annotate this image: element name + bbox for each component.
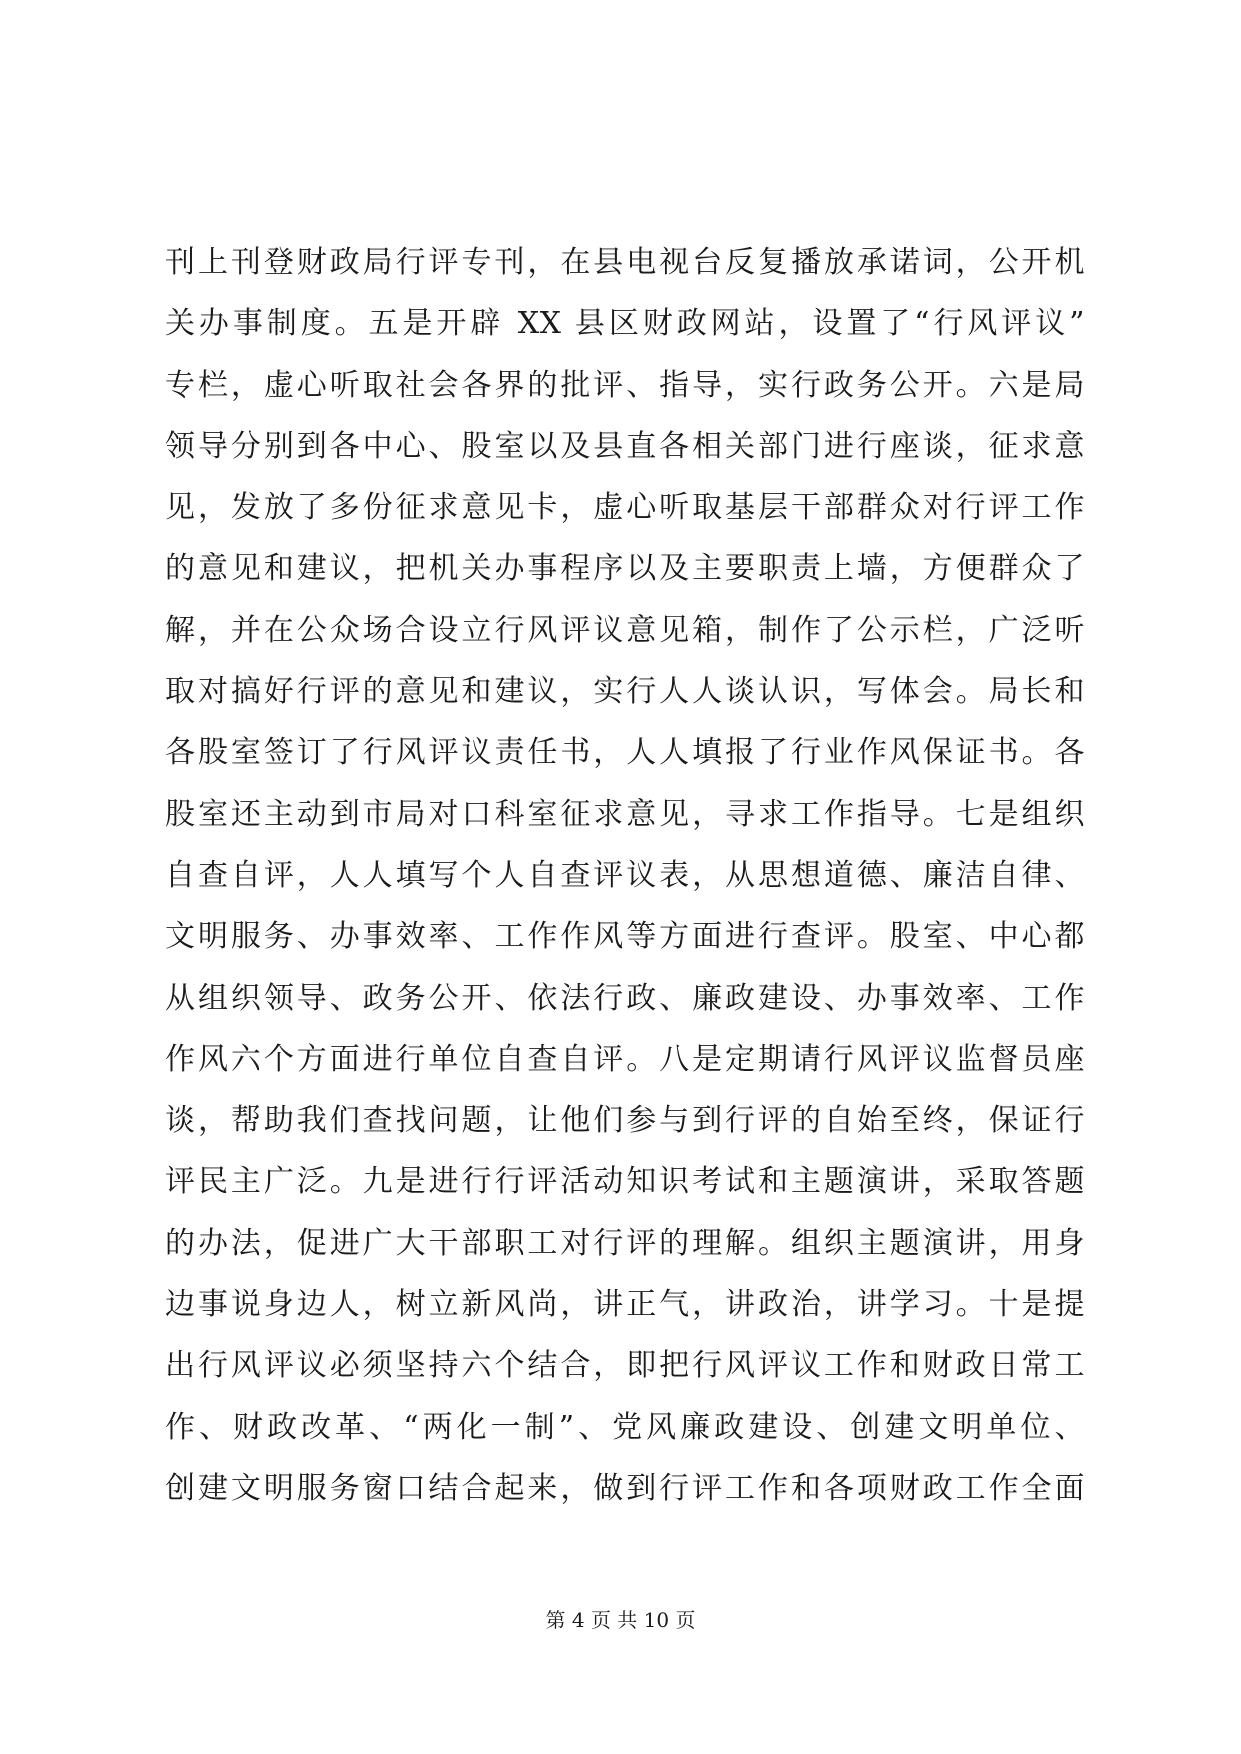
text-line: 的意见和建议，把机关办事程序以及主要职责上墙，方便群众了 xyxy=(165,551,1085,587)
text-line: 创建文明服务窗口结合起来，做到行评工作和各项财政工作全面 xyxy=(165,1470,1085,1506)
text-line: 领导分别到各中心、股室以及县直各相关部门进行座谈，征求意 xyxy=(165,428,1085,464)
text-line: 边事说身边人，树立新风尚，讲正气，讲政治，讲学习。十是提 xyxy=(165,1287,1085,1323)
text-line: 解，并在公众场合设立行风评议意见箱，制作了公示栏，广泛听 xyxy=(165,612,1085,648)
text-line: 各股室签订了行风评议责任书，人人填报了行业作风保证书。各 xyxy=(165,735,1085,771)
text-line: 作风六个方面进行单位自查自评。八是定期请行风评议监督员座 xyxy=(165,1041,1085,1077)
body-text xyxy=(165,232,1085,1519)
text-line: 谈，帮助我们查找问题，让他们参与到行评的自始至终，保证行 xyxy=(165,1103,1085,1139)
text-line: 出行风评议必须坚持六个结合，即把行风评议工作和财政日常工 xyxy=(165,1348,1085,1384)
text-line: 从组织领导、政务公开、依法行政、廉政建设、办事效率、工作 xyxy=(165,980,1085,1016)
text-line: 取对搞好行评的意见和建议，实行人人谈认识，写体会。局长和 xyxy=(165,674,1085,710)
text-line: 股室还主动到市局对口科室征求意见，寻求工作指导。七是组织 xyxy=(165,796,1085,832)
text-line: 文明服务、办事效率、工作作风等方面进行查评。股室、中心都 xyxy=(165,919,1085,955)
text-line: 关办事制度。五是开辟 XX 县区财政网站，设置了“行风评议” xyxy=(165,306,1085,342)
text-line: 作、财政改革、“两化一制”、党风廉政建设、创建文明单位、 xyxy=(165,1409,1085,1445)
text-line: 专栏，虚心听取社会各界的批评、指导，实行政务公开。六是局 xyxy=(165,367,1085,403)
text-line: 自查自评，人人填写个人自查评议表，从思想道德、廉洁自律、 xyxy=(165,857,1085,893)
text-line: 评民主广泛。九是进行行评活动知识考试和主题演讲，采取答题 xyxy=(165,1164,1085,1200)
text-line: 的办法，促进广大干部职工对行评的理解。组织主题演讲，用身 xyxy=(165,1225,1085,1261)
text-line: 刊上刊登财政局行评专刊，在县电视台反复播放承诺词，公开机 xyxy=(165,245,1085,280)
page-number-footer: 第 4 页 共 10 页 xyxy=(545,1608,696,1632)
text-line: 见，发放了多份征求意见卡，虚心听取基层干部群众对行评工作 xyxy=(165,490,1085,526)
